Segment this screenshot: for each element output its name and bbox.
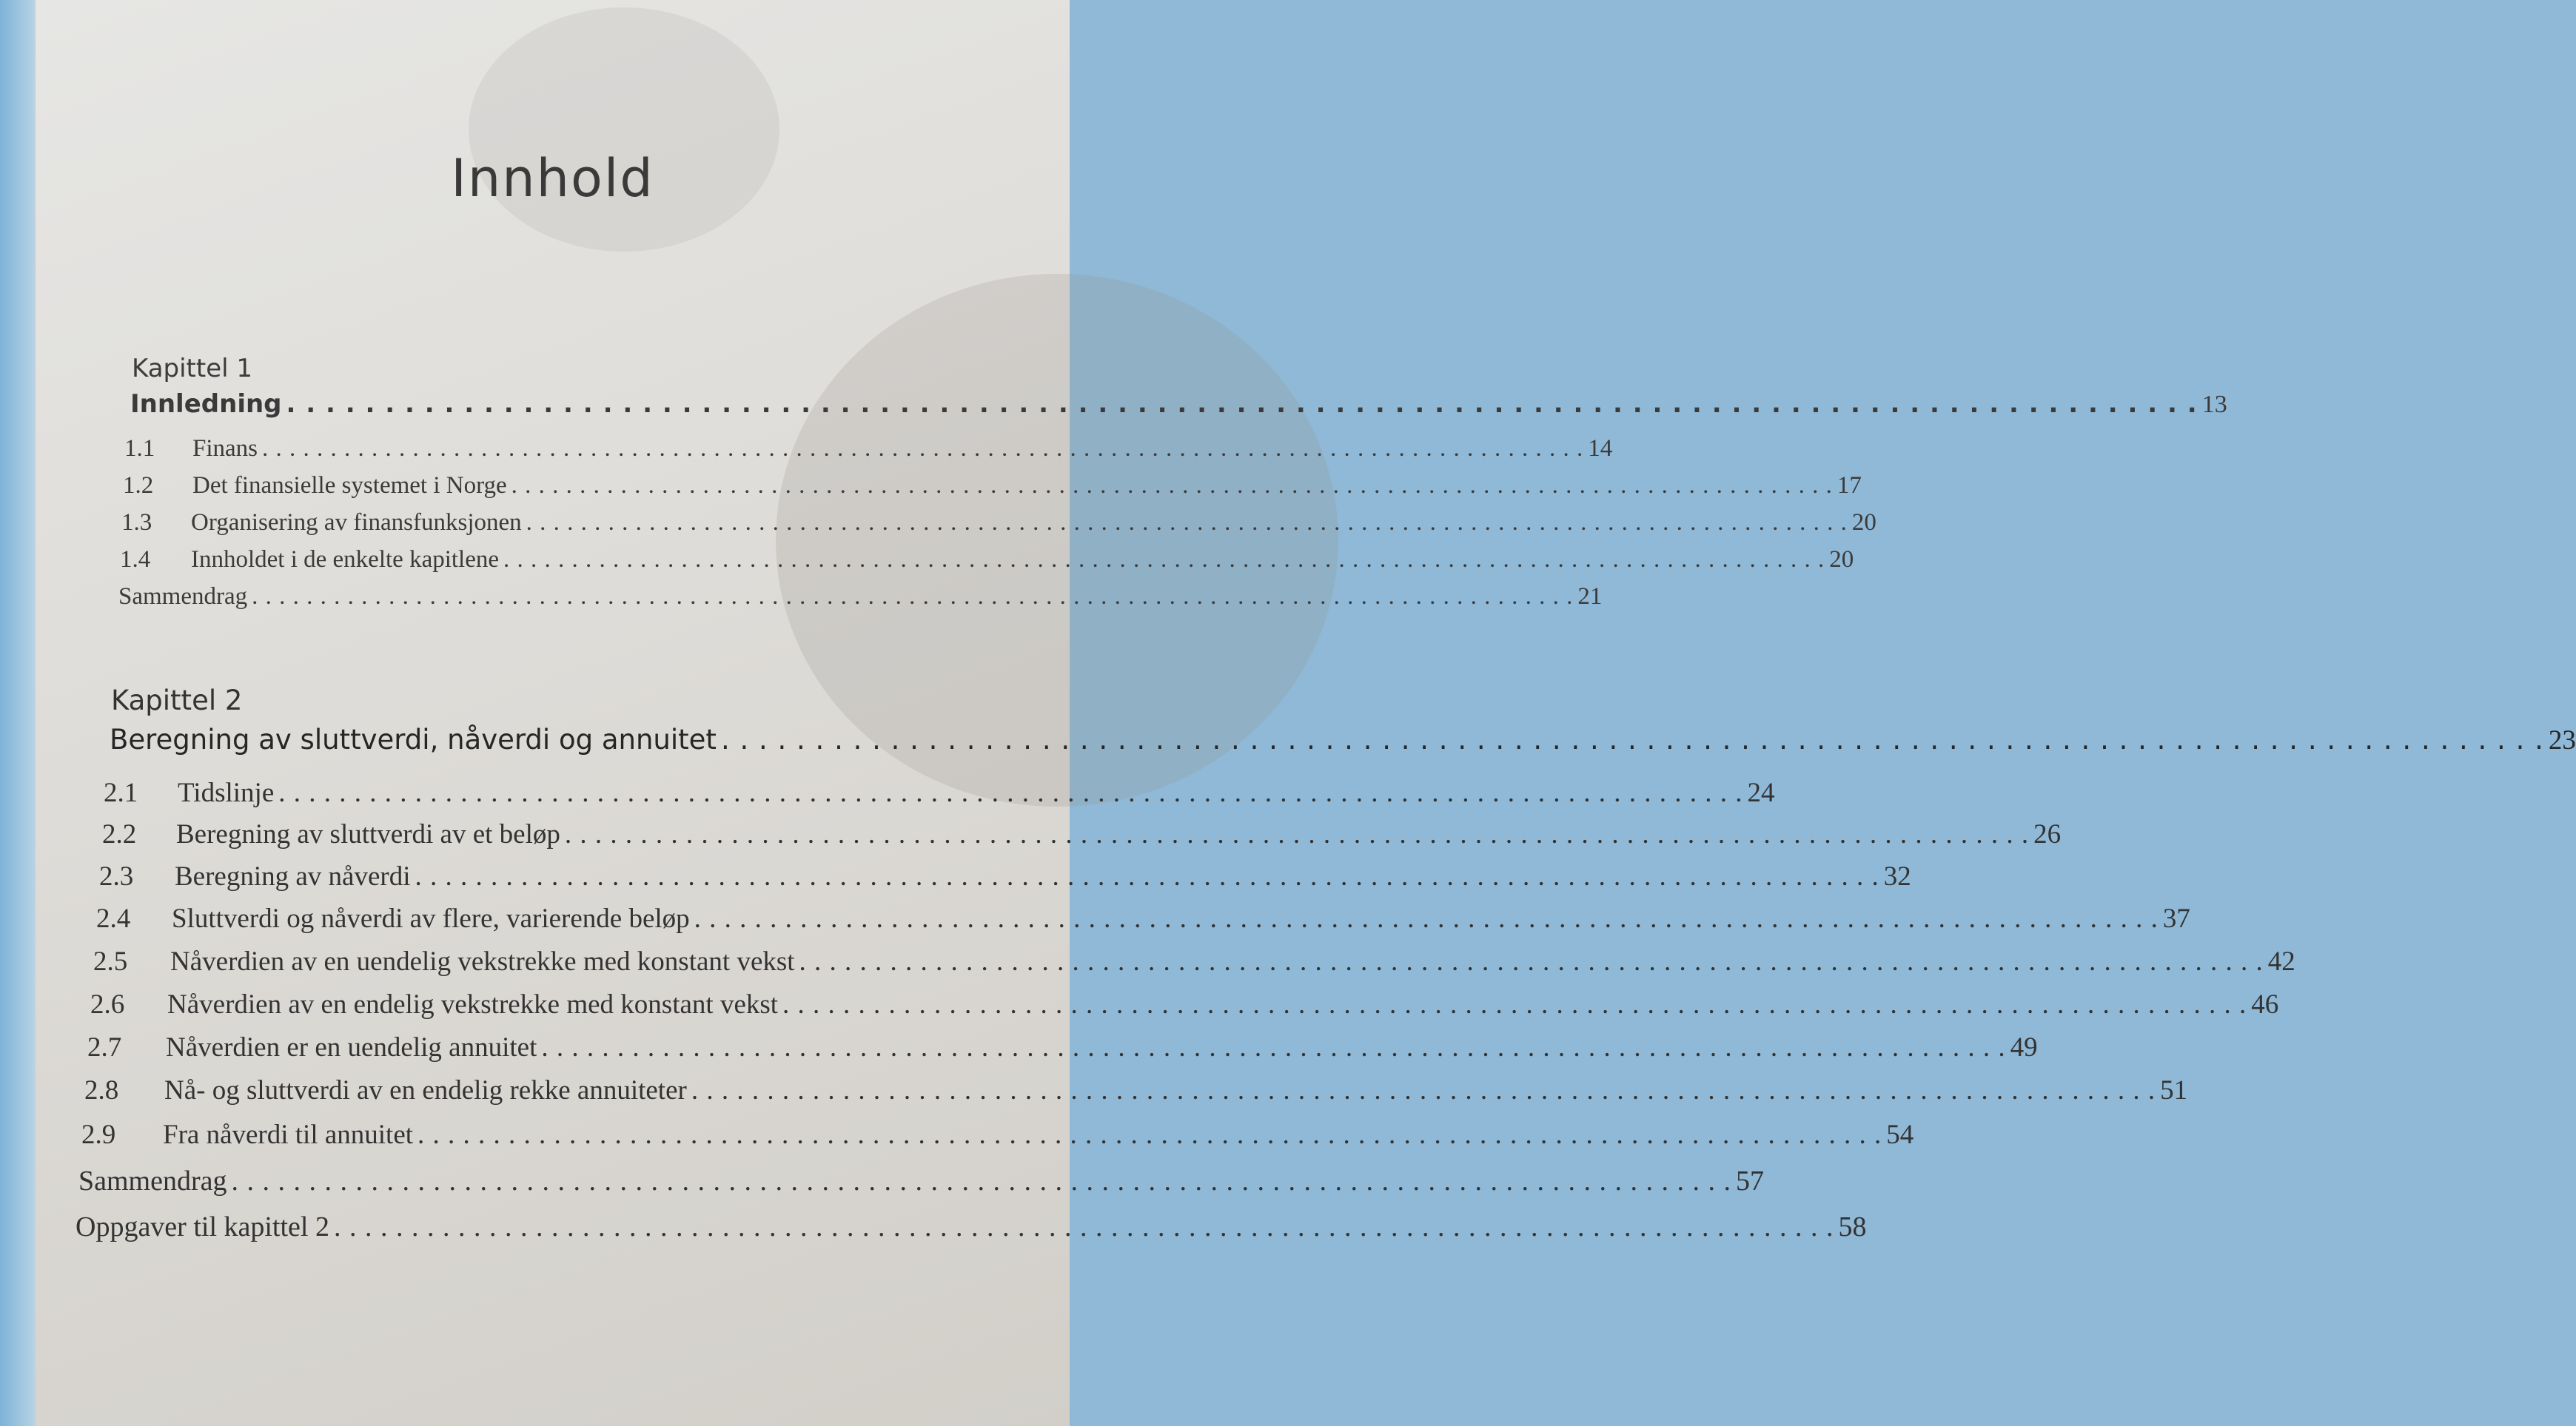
dot-leader xyxy=(417,1119,1882,1151)
toc-entry-1-summary xyxy=(118,583,1603,611)
section-number: 2.5 xyxy=(93,946,128,977)
dot-leader xyxy=(262,435,1583,463)
chapter-1-page: 13 xyxy=(2201,391,2227,418)
section-title: Nåverdien er en uendelig annuitet xyxy=(166,1032,537,1063)
chapter-2-title: Beregning av sluttverdi, nåverdi og annuitet xyxy=(110,724,717,756)
section-page: 54 xyxy=(1886,1120,1914,1150)
section-page: 24 xyxy=(1747,778,1775,808)
section-title: Finans xyxy=(192,435,258,462)
chapter-1-title: Innledning xyxy=(130,389,282,419)
section-number: 1.1 xyxy=(124,435,155,462)
toc-entry-2-1 xyxy=(104,777,1775,809)
section-page: 37 xyxy=(2162,904,2190,934)
dot-leader xyxy=(503,546,1825,574)
section-page: 46 xyxy=(2251,989,2279,1020)
exercises-page: 58 xyxy=(1838,1211,1867,1242)
section-page: 51 xyxy=(2160,1075,2188,1106)
dot-leader xyxy=(286,389,2198,419)
chapter-2-title-row xyxy=(110,724,2576,756)
toc-entry-2-2 xyxy=(102,818,2062,850)
chapter-2-page: 23 xyxy=(2548,725,2576,756)
toc-entry-2-exercises xyxy=(76,1211,1867,1243)
chapter-2-label: Kapittel 2 xyxy=(111,685,243,716)
section-title: Innholdet i de enkelte kapitlene xyxy=(191,546,500,573)
section-title: Nåverdien av en uendelig vekstrekke med konstant vekst xyxy=(170,946,795,977)
section-number: 2.6 xyxy=(90,989,125,1020)
toc-entry-2-8 xyxy=(84,1074,2188,1106)
toc-entry-1-3 xyxy=(121,509,1876,537)
chapter-1-label: Kapittel 1 xyxy=(132,354,253,383)
dot-leader xyxy=(565,818,2029,850)
toc-entry-2-summary xyxy=(78,1165,1765,1197)
section-number: 1.4 xyxy=(120,546,151,573)
section-page: 26 xyxy=(2033,819,2062,850)
dot-leader xyxy=(782,989,2247,1020)
dot-leader xyxy=(232,1165,1732,1197)
section-title: Beregning av nåverdi xyxy=(175,861,411,892)
toc-entry-2-3 xyxy=(99,861,1911,892)
section-number: 2.4 xyxy=(96,904,131,934)
dot-leader xyxy=(511,472,1833,500)
section-title: Nåverdien av en endelig vekstrekke med konstant vekst xyxy=(167,989,779,1020)
section-page: 14 xyxy=(1588,435,1613,462)
dot-leader xyxy=(334,1211,1834,1243)
chapter-1-title-row xyxy=(130,389,2227,419)
toc-entry-2-5 xyxy=(93,946,2295,978)
section-number: 2.1 xyxy=(104,778,138,808)
section-number: 2.3 xyxy=(99,861,134,892)
toc-entry-2-7 xyxy=(87,1032,2038,1063)
section-title: Det finansielle systemet i Norge xyxy=(192,472,507,499)
section-page: 20 xyxy=(1829,546,1854,573)
section-number: 1.2 xyxy=(123,472,154,499)
section-page: 32 xyxy=(1883,861,1911,892)
book-page xyxy=(36,0,2576,1426)
section-number: 2.8 xyxy=(84,1075,119,1106)
section-title: Organisering av finansfunksjonen xyxy=(191,509,522,536)
toc-entry-2-9 xyxy=(81,1119,1914,1151)
dot-leader xyxy=(252,583,1573,611)
dot-leader xyxy=(415,861,1879,892)
toc-entry-2-6 xyxy=(90,989,2279,1020)
dot-leader xyxy=(721,724,2544,756)
dot-leader xyxy=(691,1074,2156,1106)
section-page: 17 xyxy=(1837,472,1862,499)
section-title: Fra nåverdi til annuitet xyxy=(163,1120,414,1150)
section-page: 49 xyxy=(2010,1032,2038,1063)
toc-entry-1-1 xyxy=(124,435,1613,463)
summary-page: 57 xyxy=(1736,1166,1765,1197)
section-number: 1.3 xyxy=(121,509,152,536)
dot-leader xyxy=(799,946,2264,978)
section-title: Nå- og sluttverdi av en endelig rekke annuiteter xyxy=(164,1075,687,1106)
summary-page: 21 xyxy=(1577,583,1603,610)
section-page: 42 xyxy=(2267,946,2295,977)
section-number: 2.2 xyxy=(102,819,137,850)
section-page: 20 xyxy=(1851,509,1876,536)
section-title: Beregning av sluttverdi av et beløp xyxy=(176,819,560,850)
summary-title: Sammendrag xyxy=(118,583,248,610)
toc-entry-1-4 xyxy=(120,546,1854,574)
toc-entry-1-2 xyxy=(123,472,1862,500)
dot-leader xyxy=(526,509,1848,537)
section-number: 2.7 xyxy=(87,1032,122,1063)
summary-title: Sammendrag xyxy=(78,1166,227,1197)
dot-leader xyxy=(694,903,2159,935)
section-number: 2.9 xyxy=(81,1120,116,1150)
page-title: Innhold xyxy=(451,148,654,209)
toc-entry-2-4 xyxy=(96,903,2190,935)
dot-leader xyxy=(278,777,1743,809)
section-title: Sluttverdi og nåverdi av flere, varierende beløp xyxy=(172,904,690,934)
dot-leader xyxy=(541,1032,2005,1063)
decorative-circle-top xyxy=(469,7,779,252)
exercises-title: Oppgaver til kapittel 2 xyxy=(76,1211,329,1242)
section-title: Tidslinje xyxy=(178,778,275,808)
